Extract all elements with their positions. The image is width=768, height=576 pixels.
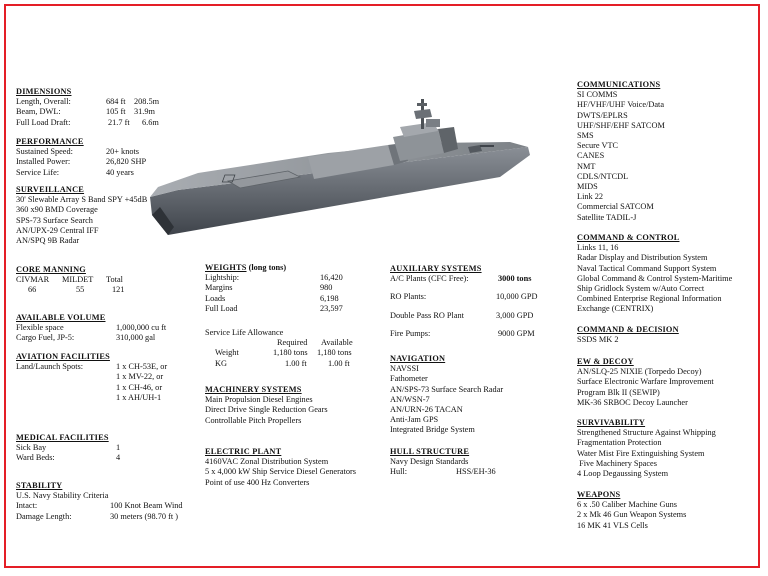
weapons-item: 16 MK 41 VLS Cells — [577, 520, 648, 530]
hull-structure-heading: HULL STRUCTURE — [390, 447, 470, 456]
communications-section — [577, 80, 757, 223]
surveillance-section — [16, 185, 196, 246]
command-control-item: Exchange (CENTRIX) — [577, 304, 654, 314]
command-control-item: Links 11, 16 — [577, 243, 619, 253]
dimensions-row: Full Load Draft: 21.7 ft 6.6m — [16, 117, 159, 127]
communications-item: SMS — [577, 131, 594, 141]
core-manning-heading: CORE MANNING — [16, 265, 86, 274]
auxiliary-heading: AUXILIARY SYSTEMS — [390, 264, 482, 273]
machinery-section — [205, 385, 385, 426]
available-volume-row: Flexible space 1,000,000 cu ft — [16, 323, 167, 333]
command-decision-heading: COMMAND & DECISION — [577, 325, 679, 334]
surveillance-item: 360 x90 BMD Coverage — [16, 205, 98, 215]
available-volume-row: Cargo Fuel, JP-5: 310,000 gal — [16, 333, 156, 343]
communications-item: UHF/SHF/EHF SATCOM — [577, 120, 665, 130]
machinery-item: Main Propulsion Diesel Engines — [205, 395, 313, 405]
ew-decoy-item: Program Blk II (SEWIP) — [577, 387, 660, 397]
dimensions-row: Beam, DWL: 105 ft 31.9m — [16, 107, 155, 117]
stability-row: Intact: 100 Knot Beam Wind — [16, 501, 183, 511]
navigation-item: AN/URN-26 TACAN — [390, 405, 463, 415]
navigation-item: AN/WSN-7 — [390, 394, 430, 404]
performance-row: Service Life: 40 years — [16, 167, 134, 177]
electric-plant-heading: ELECTRIC PLANT — [205, 447, 282, 456]
allowance-row: Weight 1,180 tons 1,180 tons — [215, 348, 352, 358]
navigation-heading: NAVIGATION — [390, 354, 446, 363]
performance-heading: PERFORMANCE — [16, 137, 84, 146]
command-control-item: Naval Tactical Command Support System — [577, 263, 717, 273]
machinery-heading: MACHINERY SYSTEMS — [205, 385, 302, 394]
weights-row: Full Load 23,597 — [205, 303, 343, 313]
performance-row: Installed Power: 26,820 SHP — [16, 157, 147, 167]
weapons-item: 6 x .50 Caliber Machine Guns — [577, 500, 678, 510]
stability-row: Damage Length: 30 meters (98.70 ft ) — [16, 511, 178, 521]
dimensions-section — [16, 87, 186, 128]
stability-heading: STABILITY — [16, 481, 63, 490]
electric-plant-item: Point of use 400 Hz Converters — [205, 477, 310, 487]
communications-item: HF/VHF/UHF Voice/Data — [577, 100, 665, 110]
command-control-item: Combined Enterprise Regional Information — [577, 294, 722, 304]
aviation-heading: AVIATION FACILITIES — [16, 352, 110, 361]
communications-item: MIDS — [577, 182, 598, 192]
command-control-section — [577, 233, 762, 315]
survivability-item: Strengthened Structure Against Whipping — [577, 428, 716, 438]
auxiliary-row: Double Pass RO Plant 3,000 GPD — [390, 310, 534, 320]
auxiliary-row: Fire Pumps: 9000 GPM — [390, 328, 535, 338]
communications-heading: COMMUNICATIONS — [577, 80, 661, 89]
dimensions-row: Length, Overall: 684 ft 208.5m — [16, 97, 160, 107]
medical-heading: MEDICAL FACILITIES — [16, 433, 109, 442]
communications-item: CDLS/NTCDL — [577, 171, 629, 181]
navigation-item: Anti-Jam GPS — [390, 415, 439, 425]
communications-item: NMT — [577, 161, 596, 171]
machinery-item: Controllable Pitch Propellers — [205, 415, 302, 425]
command-control-heading: COMMAND & CONTROL — [577, 233, 680, 242]
aviation-row: Land/Launch Spots: 1 x CH-53E, or — [16, 362, 168, 372]
communications-item: Commercial SATCOM — [577, 202, 654, 212]
medical-row: Ward Beds: 4 — [16, 453, 121, 463]
surveillance-item: SPS-73 Surface Search — [16, 215, 93, 225]
medical-row: Sick Bay 1 — [16, 443, 121, 453]
weapons-item: 2 x Mk 46 Gun Weapon Systems — [577, 510, 687, 520]
surveillance-item: 30' Slewable Array S Band SPY +45dB — [16, 195, 148, 205]
command-decision-item: SSDS MK 2 — [577, 335, 619, 345]
electric-plant-item: 5 x 4,000 kW Ship Service Diesel Generators — [205, 467, 357, 477]
weapons-section — [577, 490, 757, 531]
ew-decoy-heading: EW & DECOY — [577, 357, 634, 366]
communications-item: SI COMMS — [577, 90, 618, 100]
stability-criteria: U.S. Navy Stability Criteria — [16, 491, 109, 501]
weapons-heading: WEAPONS — [577, 490, 621, 499]
ship-illustration — [138, 95, 538, 265]
dimensions-heading: DIMENSIONS — [16, 87, 72, 96]
hull-row: Hull: HSS/EH-36 — [390, 467, 496, 477]
navigation-item: Integrated Bridge System — [390, 425, 475, 435]
hull-structure-section — [390, 447, 550, 478]
ew-decoy-item: AN/SLQ-25 NIXIE (Torpedo Decoy) — [577, 367, 702, 377]
ew-decoy-item: MK-36 SRBOC Decoy Launcher — [577, 397, 688, 407]
stability-section — [16, 481, 216, 522]
navigation-item: NAVSSI — [390, 364, 419, 374]
auxiliary-section — [390, 264, 550, 339]
communications-item: CANES — [577, 151, 605, 161]
hull-standards: Navy Design Standards — [390, 457, 469, 467]
weights-row: Loads 6,198 — [205, 293, 339, 303]
surveillance-item: AN/SPQ 9B Radar — [16, 236, 80, 246]
command-decision-section — [577, 325, 757, 345]
aviation-row: 1 x CH-46, or — [116, 382, 163, 392]
medical-section — [16, 433, 186, 464]
ew-decoy-section — [577, 357, 757, 408]
performance-section — [16, 137, 186, 178]
aviation-row: 1 x MV-22, or — [116, 372, 164, 382]
command-control-item: Global Command & Control System-Maritime — [577, 273, 733, 283]
available-volume-heading: AVAILABLE VOLUME — [16, 313, 106, 322]
core-manning-section — [16, 265, 186, 296]
weights-heading-suffix: (long tons) — [248, 263, 287, 272]
survivability-item: Water Mist Fire Extinguishing System — [577, 448, 705, 458]
communications-item: Secure VTC — [577, 141, 619, 151]
service-life-allowance-title: Service Life Allowance — [205, 327, 284, 337]
ew-decoy-item: Surface Electronic Warfare Improvement — [577, 377, 714, 387]
communications-item: Link 22 — [577, 192, 604, 202]
weights-heading: WEIGHTS — [205, 263, 247, 272]
surveillance-heading: SURVEILLANCE — [16, 185, 85, 194]
auxiliary-row: RO Plants: 10,000 GPD — [390, 292, 538, 302]
survivability-section — [577, 418, 757, 479]
communications-item: Satellite TADIL-J — [577, 212, 637, 222]
communications-item: DWTS/EPLRS — [577, 110, 628, 120]
electric-plant-section — [205, 447, 385, 488]
survivability-heading: SURVIVABILITY — [577, 418, 646, 427]
available-volume-section — [16, 313, 196, 344]
core-manning-values: 66 55 121 — [28, 285, 125, 295]
performance-row: Sustained Speed: 20+ knots — [16, 147, 140, 157]
command-control-item: Ship Gridlock System w/Auto Correct — [577, 284, 705, 294]
core-manning-columns: CIVMAR MILDET Total — [16, 275, 123, 285]
weights-section — [205, 263, 385, 369]
electric-plant-item: 4160VAC Zonal Distribution System — [205, 457, 329, 467]
command-control-item: Radar Display and Distribution System — [577, 253, 708, 263]
weights-row: Margins 980 — [205, 283, 333, 293]
navigation-item: Fathometer — [390, 374, 428, 384]
aviation-row: 1 x AH/UH-1 — [116, 392, 162, 402]
surveillance-item: AN/UPX-29 Central IFF — [16, 225, 99, 235]
survivability-item: Five Machinery Spaces — [577, 458, 657, 468]
allowance-columns: Required Available — [277, 338, 353, 348]
aviation-section — [16, 352, 196, 403]
navigation-item: AN/SPS-73 Surface Search Radar — [390, 384, 504, 394]
navigation-section — [390, 354, 570, 436]
weights-row: Lightship: 16,420 — [205, 273, 343, 283]
allowance-row: KG 1.00 ft 1.00 ft — [215, 358, 350, 368]
machinery-item: Direct Drive Single Reduction Gears — [205, 405, 328, 415]
survivability-item: 4 Loop Degaussing System — [577, 469, 669, 479]
auxiliary-row: A/C Plants (CFC Free): 3000 tons — [390, 274, 532, 284]
survivability-item: Fragmentation Protection — [577, 438, 662, 448]
